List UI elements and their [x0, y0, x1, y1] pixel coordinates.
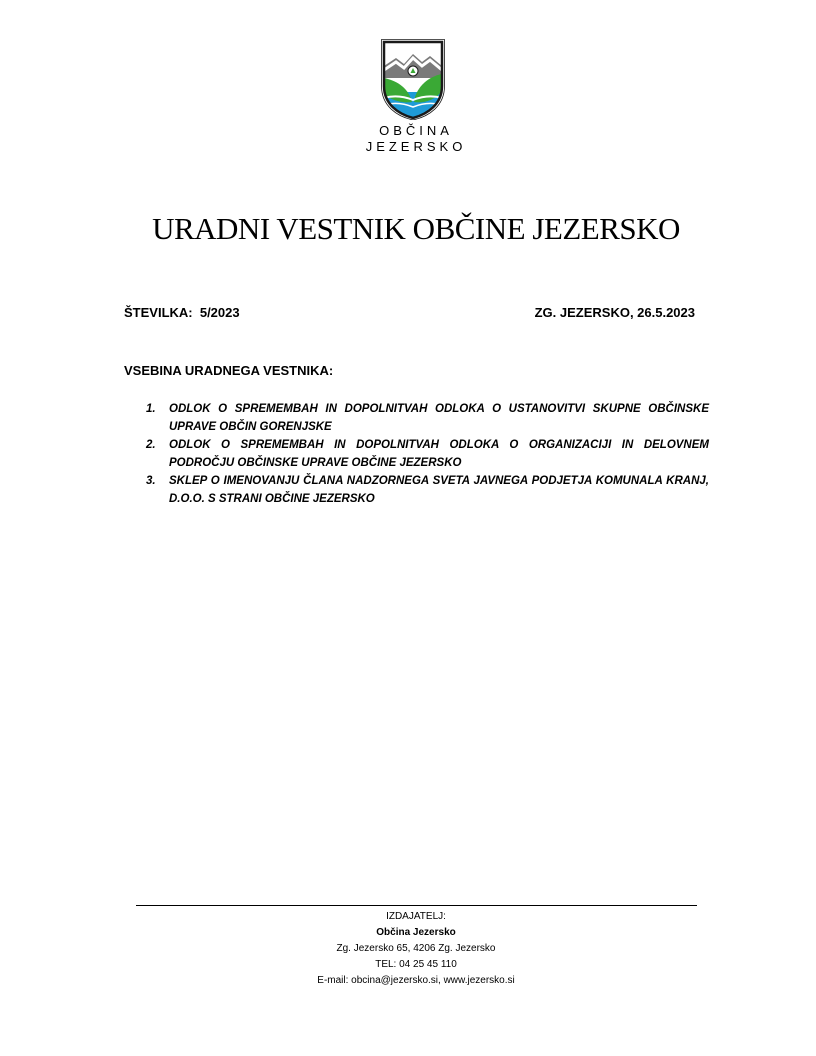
contents-item — [146, 472, 709, 508]
contents-item-number: 2. — [146, 439, 156, 451]
contents-heading: VSEBINA URADNEGA VESTNIKA: — [124, 363, 334, 378]
contents-item — [146, 436, 709, 472]
coat-of-arms-icon — [380, 38, 446, 120]
footer-divider — [136, 905, 697, 906]
publisher-phone: TEL: 04 25 45 110 — [375, 959, 457, 970]
contents-item-number: 1. — [146, 403, 156, 415]
publisher-name: Občina Jezersko — [376, 927, 456, 938]
publisher-address: Zg. Jezersko 65, 4206 Zg. Jezersko — [336, 943, 496, 954]
contents-item-number: 3. — [146, 475, 156, 487]
municipality-line-1: OBČINA — [379, 123, 453, 138]
issue-number: ŠTEVILKA: 5/2023 — [124, 305, 240, 320]
contents-item — [146, 400, 709, 436]
document-title: URADNI VESTNIK OBČINE JEZERSKO — [152, 211, 680, 246]
publisher-label: IZDAJATELJ: — [386, 911, 446, 922]
contents-item-text: ODLOK O SPREMEMBAH IN DOPOLNITVAH ODLOKA O USTANOVITVI SKUPNE OBČINSKE UPRAVE OBČIN GORENJSKE — [169, 403, 709, 433]
place-and-date: ZG. JEZERSKO, 26.5.2023 — [534, 305, 695, 320]
municipality-line-2: JEZERSKO — [365, 139, 467, 154]
footer — [0, 909, 816, 989]
contents-item-text: ODLOK O SPREMEMBAH IN DOPOLNITVAH ODLOKA O ORGANIZACIJI IN DELOVNEM PODROČJU OBČINSKE UPRAVE OBČINE JEZERSKO — [169, 439, 709, 469]
publisher-contact: E-mail: obcina@jezersko.si, www.jezersko.si — [317, 975, 515, 986]
contents-list — [146, 400, 709, 508]
contents-item-text: SKLEP O IMENOVANJU ČLANA NADZORNEGA SVETA JAVNEGA PODJETJA KOMUNALA KRANJ, D.O.O. S STRANI OBČINE JEZERSKO — [169, 475, 709, 505]
